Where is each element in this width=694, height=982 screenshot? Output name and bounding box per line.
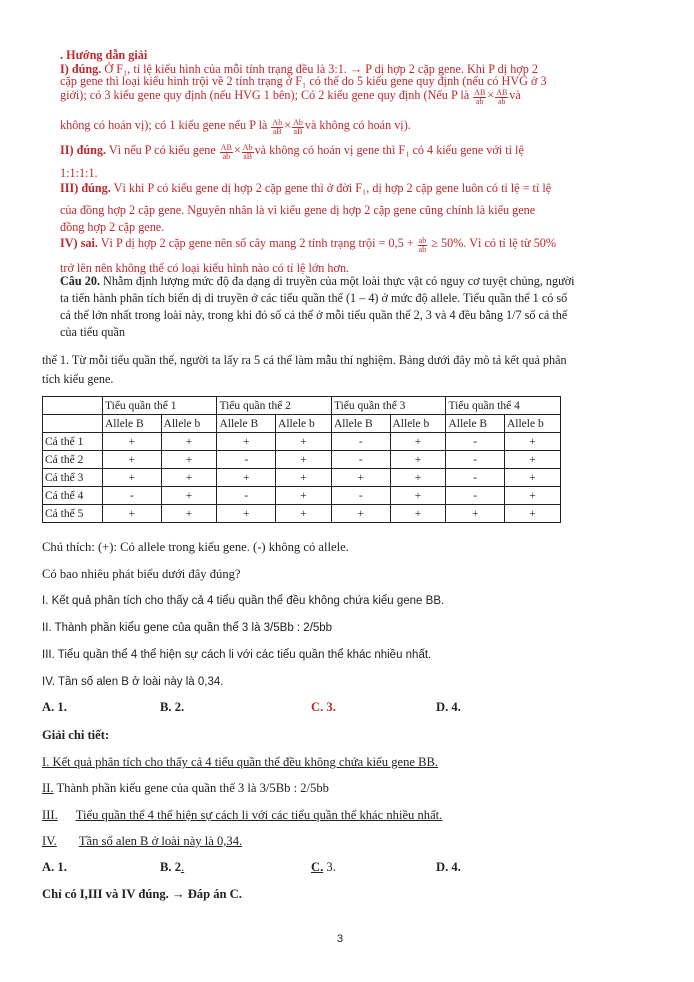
row-label: Cá thể 1 — [43, 433, 103, 451]
genotype-table — [42, 396, 561, 523]
question-line6: tích kiểu gene. — [42, 372, 114, 386]
s2-num: II. — [42, 781, 54, 795]
sol-opt-b1: B. 2 — [160, 860, 181, 874]
frac-num: Ab — [242, 143, 253, 152]
table-cell: + — [103, 433, 162, 451]
solution-option-c — [311, 860, 336, 875]
option-a — [42, 700, 67, 715]
option-d-text: D. 4. — [436, 700, 461, 714]
solution-statement-1: I. Kết quả phân tích cho thấy cả 4 tiểu quần thể đều không chứa kiểu gene BB. — [42, 755, 439, 769]
group-header: Tiểu quần thể 4 — [446, 397, 561, 415]
table-cell: - — [331, 487, 390, 505]
table-cell: + — [504, 469, 560, 487]
guide-heading: . Hướng dẫn giải — [60, 48, 148, 62]
fraction-Ab-aB — [271, 119, 283, 136]
s4-l1a: Vì P dị hợp 2 cặp gene nên số cây mang 2 tính trạng trội = 0,5 + — [97, 236, 417, 250]
s2-text: Thành phần kiểu gene của quần thể 3 là 3/5Bb : 2/5bb — [53, 781, 329, 795]
table-group-header — [43, 397, 561, 415]
statement-2: II. Thành phần kiểu gene của quần thể 3 là 3/5Bb : 2/5bb — [42, 622, 333, 634]
sol-opt-a: A. 1. — [42, 860, 67, 874]
frac-num: Ab — [293, 118, 303, 127]
subheader-cell: Allele b — [161, 415, 217, 433]
table-cell: + — [276, 451, 332, 469]
solution-title: Giải chi tiết: — [42, 728, 110, 742]
question-line1 — [60, 275, 575, 288]
table-row — [43, 433, 561, 451]
solution-statement-3 — [42, 808, 442, 822]
guide-s1-line2: cặp gene thì loại kiểu hình trội về 2 tính trạng ở F₁ có thể do 5 kiểu gene quy định (nếu có HVG ở 3 — [60, 74, 547, 88]
q-l1: Nhằm định lượng mức độ đa dạng di truyền của một loài thực vật có nguy cơ tuyệt chủng, người — [99, 274, 575, 288]
fraction-AB-ab — [220, 144, 233, 161]
subheader-cell: Allele B — [217, 415, 276, 433]
table-cell: - — [446, 487, 505, 505]
guide-s4-line2: trở lên nên không thể có loại kiểu hình nào có tỉ lệ lớn hơn. — [60, 261, 350, 275]
option-c — [311, 700, 336, 715]
table-cell: + — [331, 505, 390, 523]
table-cell: + — [276, 469, 332, 487]
s3-label: III) đúng. — [60, 181, 111, 195]
s1-text1: Ở F₁, tỉ lệ kiểu hình của mỗi tính trạng đều là 3:1. → P dị hợp 2 cặp gene. Khi P dị hợp 2 — [101, 62, 538, 76]
frac-den: aB — [243, 152, 253, 161]
question-line4: của tiểu quần — [60, 325, 125, 339]
subheader-cell: Allele b — [504, 415, 560, 433]
s2-label: II) đúng. — [60, 143, 107, 157]
question-line3: cá thể lớn nhất trong loài này, trong khi đó số cá thể ở mỗi tiểu quần thể 2, 3 và 4 đều bằng 1/7 số cá thể — [60, 308, 568, 322]
frac-den: ab — [418, 245, 427, 254]
frac-den: ab — [222, 152, 231, 161]
option-c-text: C. 3. — [311, 700, 336, 714]
table-cell: - — [217, 451, 276, 469]
row-label: Cá thể 5 — [43, 505, 103, 523]
row-label: Cá thể 3 — [43, 469, 103, 487]
table-row — [43, 505, 561, 523]
frac-num: AB — [220, 143, 232, 152]
subheader-cell: Allele B — [446, 415, 505, 433]
row-label: Cá thể 4 — [43, 487, 103, 505]
table-row — [43, 487, 561, 505]
table-cell: - — [103, 487, 162, 505]
table-cell: - — [446, 433, 505, 451]
guide-s3-line2: của đồng hợp 2 cặp gene. Nguyên nhân là vì kiểu gene dị hợp 2 cặp gene cũng chính là kiểu gene — [60, 203, 536, 217]
s4-num: IV. — [42, 834, 57, 848]
sol-opt-b2: . — [181, 860, 185, 874]
s1-l3b: và — [509, 88, 521, 102]
table-cell: - — [331, 451, 390, 469]
option-b — [160, 700, 184, 715]
group-header: Tiểu quần thể 3 — [331, 397, 445, 415]
table-cell: + — [390, 487, 446, 505]
fraction-Ab-aB — [242, 144, 254, 161]
guide-s4-line1 — [60, 237, 556, 254]
table-cell: + — [217, 433, 276, 451]
guide-s3-line1 — [60, 182, 551, 195]
option-a-text: A. 1. — [42, 700, 67, 714]
s4-label: IV) sai. — [60, 236, 98, 250]
solution-option-a — [42, 860, 67, 875]
question-label: Câu 20. — [60, 274, 100, 288]
guide-s1-line3: giới); có 3 kiểu gene quy định (nếu HVG 1 bên); Có 2 kiểu gene quy định (Nếu P là $\frac{AB}{ab}$ × $\frac{AB}{ab}$ và — [60, 88, 521, 106]
s1-l4a: không có hoán vị); có 1 kiểu gene nếu P là — [60, 118, 271, 132]
table-cell: + — [161, 451, 217, 469]
table-cell: - — [331, 433, 390, 451]
sol-opt-c2: 3. — [323, 860, 336, 874]
s3-num: III. — [42, 808, 58, 822]
sol-opt-c1: C. — [311, 860, 324, 874]
table-cell: + — [161, 469, 217, 487]
statement-4: IV. Tần số alen B ở loài này là 0,34. — [42, 676, 224, 688]
frac-den: ab — [475, 97, 484, 106]
frac-num: AB — [474, 88, 486, 97]
corner-cell — [43, 397, 103, 415]
table-cell: + — [217, 469, 276, 487]
solution-statement-2 — [42, 781, 329, 795]
group-header: Tiểu quần thể 1 — [103, 397, 217, 415]
table-row — [43, 469, 561, 487]
table-note: Chú thích: (+): Có allele trong kiểu gene. (-) không có allele. — [42, 540, 349, 554]
table-cell: + — [331, 469, 390, 487]
option-b-text: B. 2. — [160, 700, 185, 714]
page-number: 3 — [337, 933, 344, 945]
frac-num: Ab — [272, 118, 283, 127]
table-cell: - — [446, 469, 505, 487]
s3-text: Tiểu quần thể 4 thể hiện sự cách li với các tiểu quần thể khác nhiều nhất. — [75, 808, 443, 822]
subheader-cell: Allele b — [276, 415, 332, 433]
table-cell: + — [217, 505, 276, 523]
s1-label: I) đúng. — [60, 62, 102, 76]
table-cell: - — [446, 451, 505, 469]
solution-statement-4 — [42, 834, 242, 848]
option-d — [436, 700, 461, 715]
s1-l4b: và không có hoán vị). — [304, 118, 411, 132]
s2-l1a: Vì nếu P có kiểu gene — [106, 143, 219, 157]
fraction-ab-ab — [473, 89, 486, 106]
table-cell: + — [390, 451, 446, 469]
table-cell: + — [504, 505, 560, 523]
row-label: Cá thể 2 — [43, 451, 103, 469]
solution-option-b — [160, 860, 184, 875]
statement-1: I. Kết quả phân tích cho thấy cả 4 tiểu quần thể đều không chứa kiểu gene BB. — [42, 595, 445, 607]
question-ask: Có bao nhiêu phát biểu dưới đây đúng? — [42, 567, 241, 581]
table-cell: + — [103, 469, 162, 487]
frac-num: ab — [418, 236, 427, 245]
table-cell: + — [504, 487, 560, 505]
frac-den: aB — [293, 127, 303, 136]
table-row — [43, 451, 561, 469]
s4-text: Tần số alen B ở loài này là 0,34. — [78, 834, 243, 848]
table-cell: + — [276, 505, 332, 523]
table-cell: + — [504, 451, 560, 469]
statement-3: III. Tiểu quần thể 4 thể hiện sự cách li với các tiểu quần thể khác nhiều nhất. — [42, 649, 432, 661]
table-cell: + — [390, 505, 446, 523]
table-cell: + — [276, 433, 332, 451]
frac-den: ab — [497, 97, 506, 106]
table-cell: + — [103, 505, 162, 523]
subheader-cell: Allele B — [331, 415, 390, 433]
guide-s1-line4: không có hoán vị); có 1 kiểu gene nếu P là $\frac{Ab}{aB}$ × $\frac{Ab}{aB}$ và không có hoán vị). — [60, 118, 411, 136]
sol-opt-d: D. 4. — [436, 860, 461, 874]
corner-cell — [43, 415, 103, 433]
table-cell: - — [217, 487, 276, 505]
frac-den: aB — [272, 127, 282, 136]
table-cell: + — [390, 469, 446, 487]
table-cell: + — [161, 505, 217, 523]
guide-s3-line3: đồng hợp 2 cặp gene. — [60, 220, 165, 234]
table-cell: + — [276, 487, 332, 505]
solution-conclusion: Chỉ có I,III và IV đúng. → Đáp án C. — [42, 887, 242, 901]
subheader-cell: Allele b — [390, 415, 446, 433]
group-header: Tiểu quần thể 2 — [217, 397, 331, 415]
fraction-ab-ab-s4 — [418, 237, 428, 254]
question-line2: ta tiến hành phân tích biến dị di truyền ở các tiểu quần thể (1 – 4) ở mức độ allele. Tiểu quần thể 1 có số — [60, 291, 568, 305]
s2-l1b: và không có hoán vị gene thì F₁ có 4 kiểu gene với tỉ lệ — [254, 143, 524, 157]
question-line5: thể 1. Từ mỗi tiểu quần thể, người ta lấy ra 5 cá thể làm mẫu thí nghiệm. Bảng dưới đây mô tả kết quả phân — [42, 353, 567, 367]
fraction-ab-ab-2 — [495, 89, 508, 106]
guide-s2-line1: II) đúng. Vì nếu P có kiểu gene $\frac{AB}{ab}$ × $\frac{Ab}{aB}$ và không có hoán vị gene thì F₁ có 4 kiểu gene với tỉ lệ — [60, 143, 524, 161]
subheader-cell: Allele B — [103, 415, 162, 433]
fraction-Ab-aB-2 — [292, 119, 304, 136]
table-cell: + — [161, 487, 217, 505]
table-cell: + — [504, 433, 560, 451]
s4-l1b: ≥ 50%. Vì có tỉ lệ từ 50% — [428, 236, 557, 250]
table-subheader — [43, 415, 561, 433]
solution-option-d — [436, 860, 461, 875]
frac-num: AB — [496, 88, 508, 97]
table-cell: + — [446, 505, 505, 523]
guide-s2-line2: 1:1:1:1. — [60, 166, 98, 180]
table-cell: + — [390, 433, 446, 451]
s3-l1: Vì khi P có kiểu gene dị hợp 2 cặp gene thì ở đời F₁, dị hợp 2 cặp gene luôn có tỉ lệ = tỉ lệ — [110, 181, 552, 195]
table-cell: + — [103, 451, 162, 469]
table-cell: + — [161, 433, 217, 451]
s1-l3a: giới); có 3 kiểu gene quy định (nếu HVG 1 bên); Có 2 kiểu gene quy định (Nếu P là — [60, 88, 473, 102]
